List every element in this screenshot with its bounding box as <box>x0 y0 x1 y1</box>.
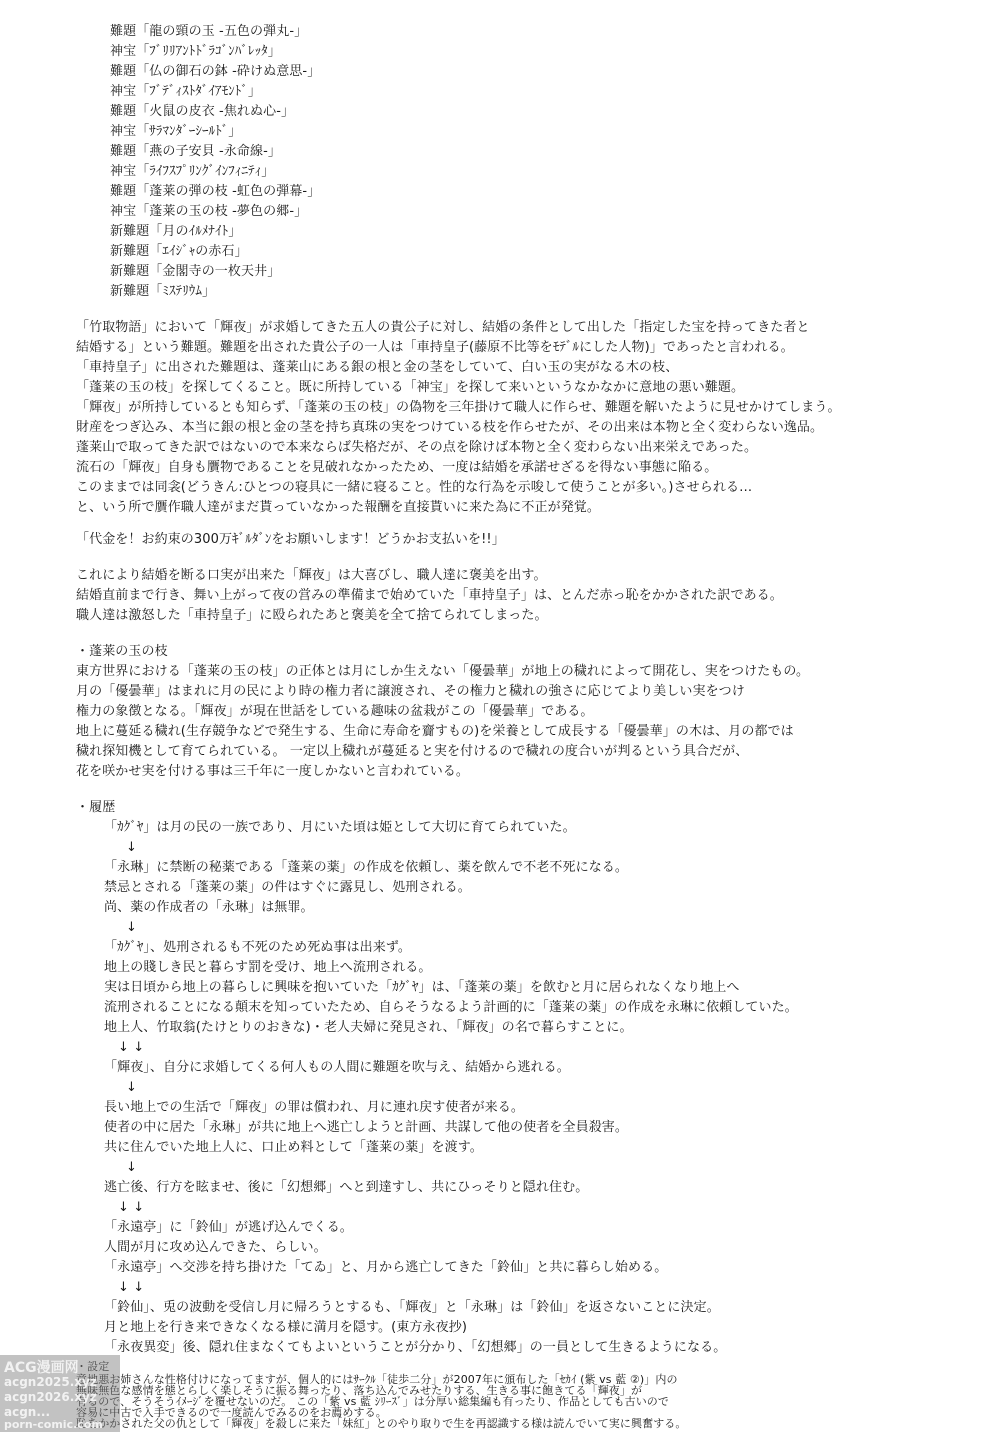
list-item: 難題「蓬莱の弾の枝 -虹色の弾幕-」 <box>110 184 321 199</box>
paragraph-line: 「蓬莱の玉の枝」を探してくること。既に所持している「神宝」を探して来いというなかなかに意地の悪い難題。 <box>76 380 745 395</box>
list-item: 新難題「ｴｲｼﾞｬの赤石」 <box>110 244 248 259</box>
history-line: 「ｶｸﾞﾔ」、処刑されるも不死のため死ぬ事は出来ず。 <box>104 940 411 955</box>
paragraph-line: 東方世界における「蓬莱の玉の枝」の正体とは月にしか生えない「優曇華」が地上の穢れによって開花し、実をつけたもの。 <box>76 664 810 679</box>
history-line: 「ｶｸﾞﾔ」は月の民の一族であり、月にいた頃は姫として大切に育てられていた。 <box>104 820 576 835</box>
paragraph-line: 結婚する」という難題。難題を出された貴公子の一人は「車持皇子(藤原不比等をﾓﾃﾞﾙにした人物)」であったと言われる。 <box>76 340 794 355</box>
arrow-down-icon: ↓ ↓ <box>118 1040 145 1055</box>
paragraph-line: 地上に蔓延る穢れ(生存競争などで発生する、生命に寿命を齎すもの)を栄養として成長する「優曇華」の木は、月の都では <box>76 724 794 739</box>
section-heading: ・設定 <box>76 1360 110 1373</box>
watermark-line: acgn2025.xyz <box>4 1375 97 1389</box>
history-line: 地上の賤しき民と暮らす罰を受け、地上へ流刑される。 <box>104 960 432 975</box>
list-item: 神宝「ｻﾗﾏﾝﾀﾞｰｼｰﾙﾄﾞ」 <box>110 124 242 139</box>
paragraph-line: 職人達は激怒した「車持皇子」に殴られたあと褒美を全て捨てられてしまった。 <box>76 608 548 623</box>
history-line: 尚、薬の作成者の「永琳」は無罪。 <box>104 900 314 915</box>
paragraph-line: 財産をつぎ込み、本当に銀の根と金の茎を持ち真珠の実をつけている枝を作らせたが、その出来は本物と全く変わらない逸品。 <box>76 420 824 435</box>
history-line: 禁忌とされる「蓬莱の薬」の件はすぐに露見し、処刑される。 <box>104 880 471 895</box>
list-item: 難題「火鼠の皮衣 -焦れぬ心-」 <box>110 104 295 119</box>
history-line: 「永琳」に禁断の秘薬である「蓬莱の薬」の作成を依頼し、薬を飲んで不老不死になる。 <box>104 860 629 875</box>
paragraph-line: 「車持皇子」に出された難題は、蓬莱山にある銀の根と金の茎をしていて、白い玉の実がなる木の枝、 <box>76 360 679 375</box>
list-item: 難題「燕の子安貝 -永命線-」 <box>110 144 282 159</box>
paragraph-line: と、いう所で贋作職人達がまだ貰っていなかった報酬を直接貰いに来た為に不正が発覚。 <box>76 500 601 515</box>
list-item: 新難題「月のｲﾙﾒﾅｲﾄ」 <box>110 224 242 239</box>
arrow-down-icon: ↓ <box>126 1160 137 1175</box>
watermark-line: ACG漫画网 <box>4 1360 79 1376</box>
paragraph-line: 意地悪お姉さんな性格付けになってますが、個人的にはｻｰｸﾙ「徒歩二分」が2007年に頒布した「ｾｶｲ (紫 vs 藍 ②)」内の <box>76 1373 678 1386</box>
history-line: 実は日頃から地上の暮らしに興味を抱いていた「ｶｸﾞﾔ」は、「蓬莱の薬」を飲むと月に居られなくなり地上へ <box>104 980 740 995</box>
history-line: 「鈴仙」、兎の波動を受信し月に帰ろうとするも、「輝夜」と「永琳」は「鈴仙」を返さないことに決定。 <box>104 1300 720 1315</box>
paragraph-line: 「輝夜」が所持しているとも知らず、「蓬莱の玉の枝」の偽物を三年掛けて職人に作らせ、難題を解いたように見せかけてしまう。 <box>76 400 841 415</box>
list-item: 神宝「蓬莱の玉の枝 -夢色の郷-」 <box>110 204 308 219</box>
history-line: 逃亡後、行方を眩ませ、後に「幻想郷」へと到達すし、共にひっそりと隠れ住む。 <box>104 1180 589 1195</box>
history-line: 「永夜異変」後、隠れ住まなくてもよいということが分かり、「幻想郷」の一員として生きるようになる。 <box>104 1340 727 1355</box>
section-heading: ・履歴 <box>76 800 116 815</box>
paragraph-line: 恥をかかされた父の仇として「輝夜」を殺しに来た「妹紅」とのやり取りで生を再認識する様は読んでいて実に興奮する。 <box>76 1417 687 1430</box>
arrow-down-icon: ↓ ↓ <box>118 1280 145 1295</box>
paragraph-line: 結婚直前まで行き、舞い上がって夜の営みの準備まで始めていた「車持皇子」は、とんだ赤っ恥をかかされた訳である。 <box>76 588 783 603</box>
section-heading: ・蓬莱の玉の枝 <box>76 644 168 659</box>
arrow-down-icon: ↓ <box>126 1080 137 1095</box>
paragraph-line: 有るので、そうそうｲﾒｰｼﾞを覆せないのだ。 この「紫 vs 藍 ｼﾘｰｽﾞ」は分厚い総集編も有ったり、作品としても古いので <box>76 1395 670 1408</box>
paragraph-line: 流石の「輝夜」自身も贋物であることを見破れなかったため、一度は結婚を承諾せざるを得ない事態に陥る。 <box>76 460 718 475</box>
history-line: 地上人、竹取翁(たけとりのおきな)・老人夫婦に発見され、「輝夜」の名で暮らすことに。 <box>104 1020 633 1035</box>
arrow-down-icon: ↓ ↓ <box>118 1200 145 1215</box>
paragraph-line: 穢れ探知機として育てられている。 一定以上穢れが蔓延ると実を付けるので穢れの度合いが判るという具合だが、 <box>76 744 749 759</box>
list-item: 新難題「金閣寺の一枚天井」 <box>110 264 281 279</box>
paragraph-line: 無味無色な感情を態とらしく楽しそうに振る舞ったり、落ち込んでみせたりする、生きる事に飽きてる「輝夜」が <box>76 1384 643 1397</box>
arrow-down-icon: ↓ <box>126 840 137 855</box>
list-item: 神宝「ﾗｲﾌｽﾌﾟﾘﾝｸﾞｲﾝﾌｨﾆﾃｨ」 <box>110 164 275 179</box>
paragraph-line: 権力の象徴となる。「輝夜」が現在世話をしている趣味の盆栽がこの「優曇華」である。 <box>76 704 594 719</box>
watermark-line: acgn2026.xyz <box>4 1390 97 1404</box>
list-item: 難題「仏の御石の鉢 -砕けぬ意思-」 <box>110 64 321 79</box>
paragraph-line: 容易に中古で入手できるので一度読んでみるのをお薦めする。 <box>76 1406 387 1419</box>
site-watermark <box>0 1355 120 1432</box>
paragraph-line: 「竹取物語」において「輝夜」が求婚してきた五人の貴公子に対し、結婚の条件として出した「指定した宝を持ってきた者と <box>76 320 810 335</box>
list-item: 神宝「ﾌﾞﾃﾞｨｽﾄﾀﾞｲｱﾓﾝﾄﾞ」 <box>110 84 261 99</box>
history-line: 使者の中に居た「永琳」が共に地上へ逃亡しようと計画、共謀して他の使者を全員殺害。 <box>104 1120 629 1135</box>
paragraph-line: 蓬莱山で取ってきた訳ではないので本来ならば失格だが、その点を除けば本物と全く変わらない出来栄えであった。 <box>76 440 758 455</box>
list-item: 神宝「ﾌﾞﾘﾘｱﾝﾄﾄﾞﾗｺﾞﾝﾊﾞﾚｯﾀ」 <box>110 44 281 59</box>
history-line: 人間が月に攻め込んできた、らしい。 <box>104 1240 327 1255</box>
watermark-line: porn-comic.com <box>4 1418 103 1431</box>
arrow-down-icon: ↓ <box>126 920 137 935</box>
list-item: 新難題「ﾐｽﾃﾘｳﾑ」 <box>110 284 216 299</box>
paragraph-line: このままでは同衾(どうきん:ひとつの寝具に一緒に寝ること。性的な行為を示唆して使うことが多い。)させられる… <box>76 480 753 495</box>
paragraph-line: これにより結婚を断る口実が出来た「輝夜」は大喜びし、職人達に褒美を出す。 <box>76 568 547 583</box>
history-line: 「輝夜」、自分に求婚してくる何人もの人間に難題を吹与え、結婚から逃れる。 <box>104 1060 570 1075</box>
quote-line: 「代金を！お約束の300万ｷﾞﾙﾀﾞﾝをお願いします！どうかお支払いを!!」 <box>76 532 505 547</box>
list-item: 難題「龍の頸の玉 -五色の弾丸-」 <box>110 24 308 39</box>
watermark-line: acgn... <box>4 1405 51 1419</box>
history-line: 「永遠亭」へ交渉を持ち掛けた「てゐ」と、月から逃亡してきた「鈴仙」と共に暮らし始める。 <box>104 1260 668 1275</box>
paragraph-line: 月の「優曇華」はまれに月の民により時の権力者に譲渡され、その権力と穢れの強さに応じてより美しい実をつけ <box>76 684 745 699</box>
history-line: 「永遠亭」に「鈴仙」が逃げ込んでくる。 <box>104 1220 353 1235</box>
history-line: 月と地上を行き来できなくなる様に満月を隠す。(東方永夜抄) <box>104 1320 468 1335</box>
history-line: 流刑されることになる顛末を知っていたため、自らそうなるよう計画的に「蓬莱の薬」の作成を永琳に依頼していた。 <box>104 1000 798 1015</box>
history-line: 共に住んでいた地上人に、口止め料として「蓬莱の薬」を渡す。 <box>104 1140 483 1155</box>
paragraph-line: 花を咲かせ実を付ける事は三千年に一度しかないと言われている。 <box>76 764 470 779</box>
history-line: 長い地上での生活で「輝夜」の罪は償われ、月に連れ戻す使者が来る。 <box>104 1100 524 1115</box>
